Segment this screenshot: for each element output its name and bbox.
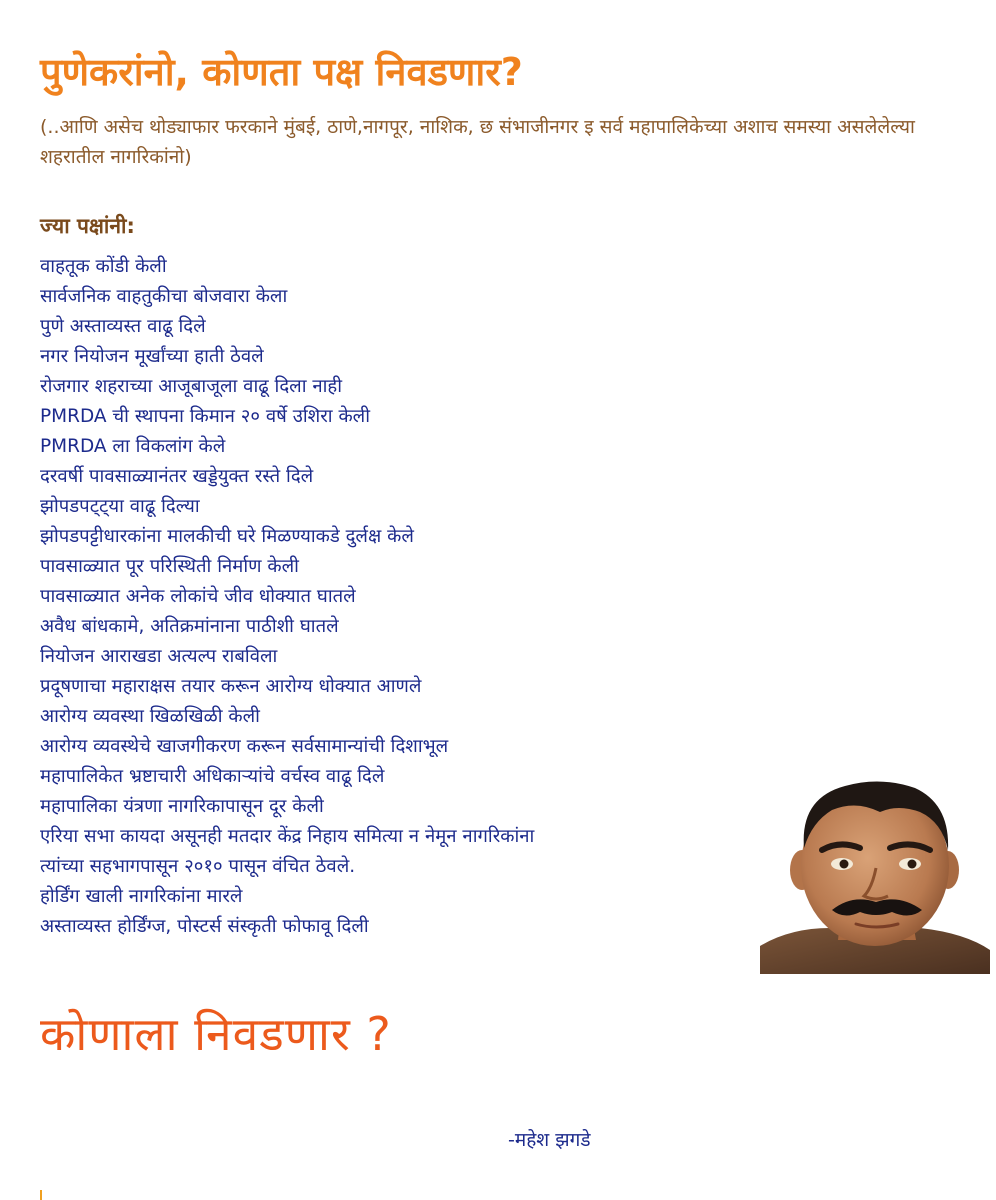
list-item: एरिया सभा कायदा असूनही मतदार केंद्र निहाय समित्या न नेमून नागरिकांना — [40, 826, 535, 847]
grievance-list — [40, 252, 760, 942]
list-item: नगर नियोजन मूर्खांच्या हाती ठेवले — [40, 346, 264, 367]
author-portrait — [760, 778, 990, 974]
list-item: अस्ताव्यस्त होर्डिंग्ज, पोस्टर्स संस्कृती फोफावू दिली — [40, 916, 369, 937]
list-item: प्रदूषणाचा महाराक्षस तयार करून आरोग्य धोक्यात आणले — [40, 676, 422, 697]
closing-question: कोणाला निवडणार ? — [40, 1007, 392, 1061]
list-item: वाहतूक कोंडी केली — [40, 256, 167, 277]
list-item: आरोग्य व्यवस्थेचे खाजगीकरण करून सर्वसामान्यांची दिशाभूल — [40, 736, 449, 757]
list-item: सार्वजनिक वाहतुकीचा बोजवारा केला — [40, 286, 288, 307]
list-item: दरवर्षी पावसाळ्यानंतर खड्डेयुक्त रस्ते दिले — [40, 466, 314, 487]
author-signature: -महेश झगडे — [508, 1129, 591, 1151]
list-item: PMRDA ला विकलांग केले — [40, 436, 226, 457]
list-item: पावसाळ्यात अनेक लोकांचे जीव धोक्यात घातले — [40, 586, 356, 607]
list-item: होर्डिंग खाली नागरिकांना मारले — [40, 886, 243, 907]
list-heading: ज्या पक्षांनी: — [40, 214, 135, 238]
page-subtitle: (..आणि असेच थोड्याफार फरकाने मुंबई, ठाणे,नागपूर, नाशिक, छ संभाजीनगर इ सर्व महापालिकेच्या अशाच समस्या असलेलेल्या शहरातील नागरिकांनो) — [40, 116, 915, 168]
list-item: झोपडपट्टीधारकांना मालकीची घरे मिळण्याकडे दुर्लक्ष केले — [40, 526, 414, 547]
list-item: पावसाळ्यात पूर परिस्थिती निर्माण केली — [40, 556, 299, 577]
list-item: अवैध बांधकामे, अतिक्रमांनाना पाठीशी घातले — [40, 616, 339, 637]
list-item: PMRDA ची स्थापना किमान २० वर्षे उशिरा केली — [40, 406, 371, 427]
list-item: नियोजन आराखडा अत्यल्प राबविला — [40, 646, 278, 667]
list-item: झोपडपट्ट्या वाढू दिल्या — [40, 496, 200, 517]
edge-mark — [40, 1190, 42, 1200]
list-item: पुणे अस्ताव्यस्त वाढू दिले — [40, 316, 206, 337]
list-item: त्यांच्या सहभागपासून २०१० पासून वंचित ठेवले. — [40, 856, 356, 877]
list-item: रोजगार शहराच्या आजूबाजूला वाढू दिला नाही — [40, 376, 343, 397]
list-item: महापालिका यंत्रणा नागरिकापासून दूर केली — [40, 796, 324, 817]
page-title: पुणेकरांनो, कोणता पक्ष निवडणार? — [40, 50, 523, 94]
list-item: महापालिकेत भ्रष्टाचारी अधिकाऱ्यांचे वर्चस्व वाढू दिले — [40, 766, 385, 787]
list-item: आरोग्य व्यवस्था खिळखिळी केली — [40, 706, 260, 727]
